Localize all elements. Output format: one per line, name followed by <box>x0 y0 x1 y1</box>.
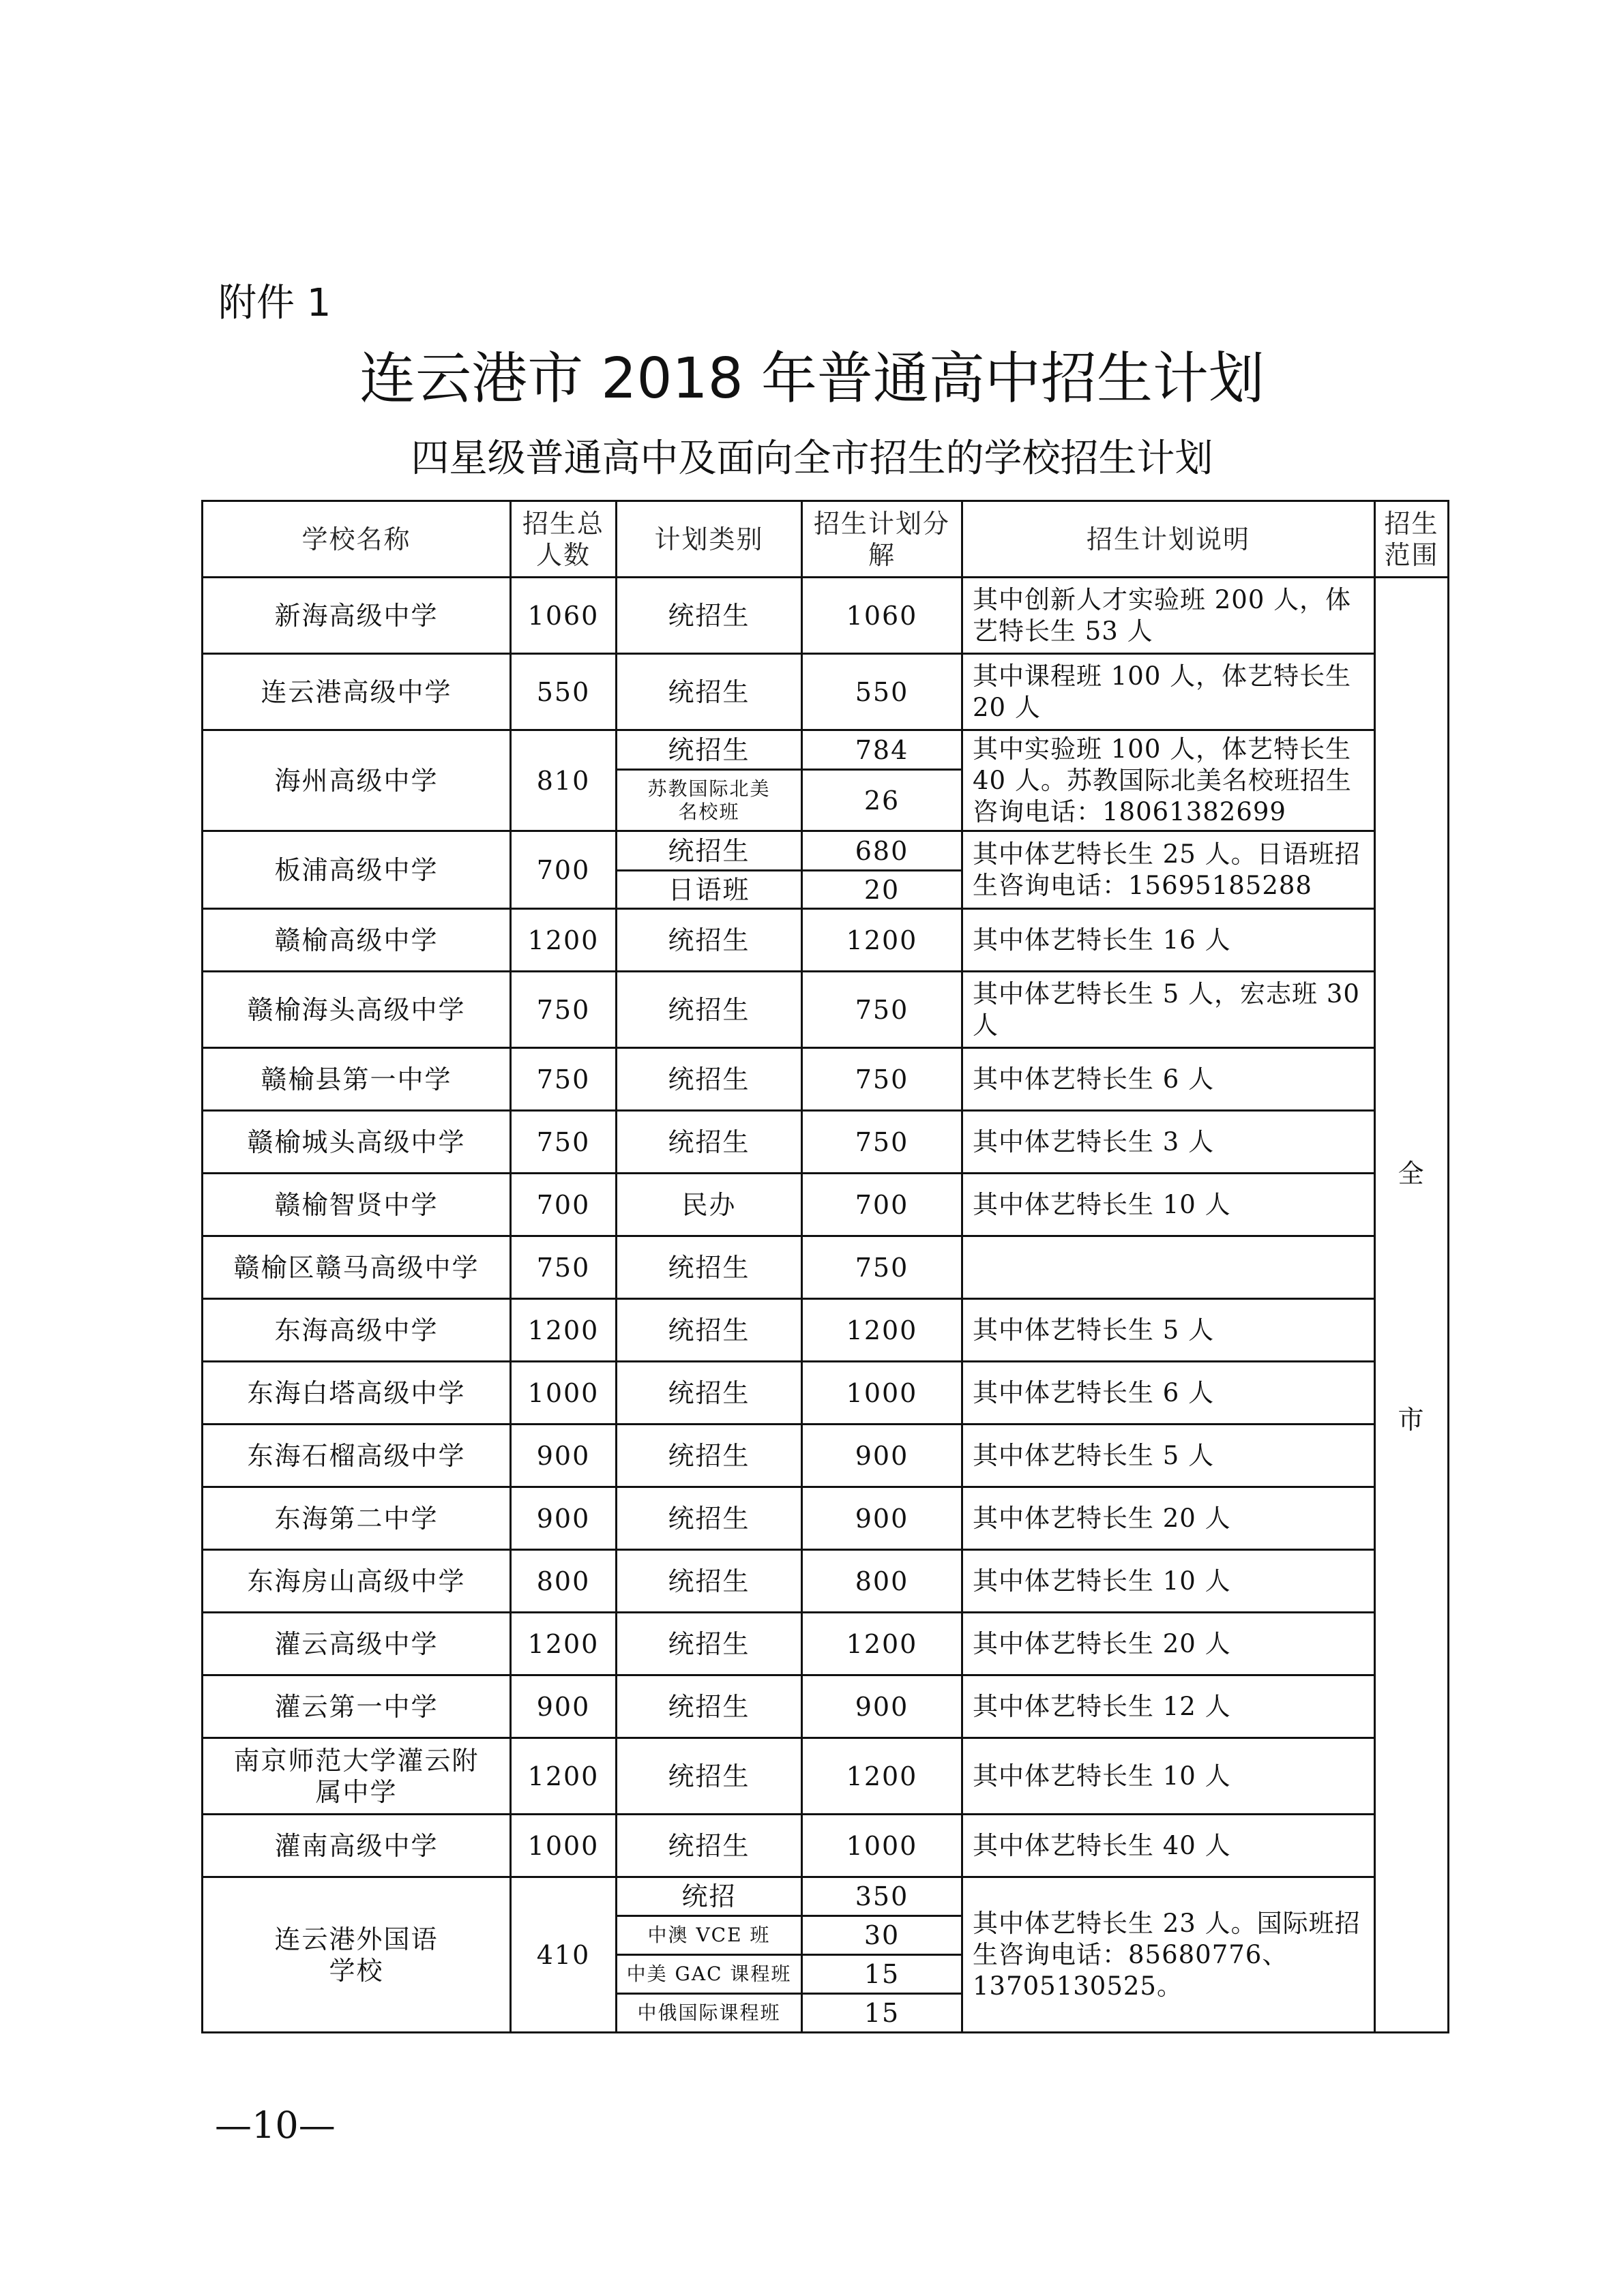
table-row <box>203 1111 1449 1174</box>
plan-note-cell: 其中体艺特长生 5 人 <box>962 1299 1375 1362</box>
plan-count-cell: 1000 <box>802 1362 962 1425</box>
enrollment-plan-table <box>201 500 1449 2033</box>
plan-count-cell: 1200 <box>802 1613 962 1675</box>
plan-count-cell: 800 <box>802 1550 962 1613</box>
plan-category-cell: 统招生 <box>617 1048 802 1111</box>
plan-category-cell: 统招生 <box>617 1815 802 1877</box>
plan-note-cell: 其中体艺特长生 10 人 <box>962 1174 1375 1236</box>
plan-count-cell: 750 <box>802 1111 962 1174</box>
table-row <box>203 1815 1449 1877</box>
table-header-row <box>203 501 1449 578</box>
plan-count-cell: 30 <box>802 1916 962 1955</box>
plan-note-cell: 其中体艺特长生 12 人 <box>962 1675 1375 1738</box>
plan-category-cell: 中澳 VCE 班 <box>617 1916 802 1955</box>
plan-count-cell: 750 <box>802 972 962 1048</box>
school-name-cell: 南京师范大学灌云附属中学 <box>203 1738 511 1815</box>
table-row <box>203 909 1449 972</box>
header-total: 招生总人数 <box>511 501 617 578</box>
total-count-cell: 810 <box>511 730 617 831</box>
school-name-cell: 东海房山高级中学 <box>203 1550 511 1613</box>
total-count-cell: 550 <box>511 654 617 730</box>
plan-count-cell: 750 <box>802 1236 962 1299</box>
plan-category-cell: 中美 GAC 课程班 <box>617 1955 802 1994</box>
plan-count-cell: 680 <box>802 831 962 871</box>
school-name-cell: 东海白塔高级中学 <box>203 1362 511 1425</box>
scope-cell <box>1375 578 1449 2033</box>
document-title: 连云港市 2018 年普通高中招生计划 <box>359 346 1265 411</box>
plan-category-cell: 统招生 <box>617 1236 802 1299</box>
school-name-cell: 连云港高级中学 <box>203 654 511 730</box>
total-count-cell: 900 <box>511 1487 617 1550</box>
plan-category-cell: 统招 <box>617 1877 802 1916</box>
total-count-cell: 1200 <box>511 1738 617 1815</box>
total-count-cell: 750 <box>511 972 617 1048</box>
plan-category-cell: 统招生 <box>617 1675 802 1738</box>
plan-category-cell: 统招生 <box>617 654 802 730</box>
plan-count-cell: 550 <box>802 654 962 730</box>
school-name-cell: 海州高级中学 <box>203 730 511 831</box>
plan-note-cell: 其中体艺特长生 23 人。国际班招生咨询电话：85680776、13705130525。 <box>962 1877 1375 2033</box>
plan-count-cell: 26 <box>802 770 962 831</box>
plan-category-cell: 统招生 <box>617 1111 802 1174</box>
total-count-cell: 1000 <box>511 1815 617 1877</box>
attachment-label: 附件 1 <box>218 281 331 325</box>
total-count-cell: 900 <box>511 1425 617 1487</box>
plan-count-cell: 350 <box>802 1877 962 1916</box>
plan-count-cell: 1000 <box>802 1815 962 1877</box>
plan-note-cell: 其中体艺特长生 25 人。日语班招生咨询电话：15695185288 <box>962 831 1375 909</box>
plan-category-cell: 苏教国际北美名校班 <box>617 770 802 831</box>
plan-count-cell: 15 <box>802 1994 962 2033</box>
table-row <box>203 578 1449 654</box>
plan-count-cell: 900 <box>802 1675 962 1738</box>
school-name-cell: 赣榆县第一中学 <box>203 1048 511 1111</box>
plan-note-cell: 其中体艺特长生 5 人，宏志班 30 人 <box>962 972 1375 1048</box>
table-row <box>203 1236 1449 1299</box>
total-count-cell: 700 <box>511 831 617 909</box>
table-body <box>203 501 1449 2033</box>
plan-count-cell: 750 <box>802 1048 962 1111</box>
table-row <box>203 1487 1449 1550</box>
total-count-cell: 410 <box>511 1877 617 2033</box>
plan-note-cell: 其中课程班 100 人，体艺特长生 20 人 <box>962 654 1375 730</box>
total-count-cell: 1200 <box>511 909 617 972</box>
plan-count-cell: 784 <box>802 730 962 770</box>
total-count-cell: 1200 <box>511 1613 617 1675</box>
plan-note-cell: 其中体艺特长生 16 人 <box>962 909 1375 972</box>
school-name-cell: 灌云高级中学 <box>203 1613 511 1675</box>
plan-category-cell: 统招生 <box>617 972 802 1048</box>
school-name-cell: 赣榆城头高级中学 <box>203 1111 511 1174</box>
total-count-cell: 1060 <box>511 578 617 654</box>
total-count-cell: 750 <box>511 1111 617 1174</box>
table-row <box>203 730 1449 770</box>
total-count-cell: 750 <box>511 1236 617 1299</box>
plan-note-cell: 其中创新人才实验班 200 人，体艺特长生 53 人 <box>962 578 1375 654</box>
header-note: 招生计划说明 <box>962 501 1375 578</box>
table-row <box>203 1048 1449 1111</box>
total-count-cell: 750 <box>511 1048 617 1111</box>
plan-category-cell: 统招生 <box>617 1425 802 1487</box>
header-scope: 招生范围 <box>1375 501 1449 578</box>
total-count-cell: 700 <box>511 1174 617 1236</box>
total-count-cell: 1000 <box>511 1362 617 1425</box>
plan-note-cell: 其中体艺特长生 5 人 <box>962 1425 1375 1487</box>
table-row <box>203 1675 1449 1738</box>
table-row <box>203 1299 1449 1362</box>
header-school: 学校名称 <box>203 501 511 578</box>
plan-note-cell: 其中体艺特长生 10 人 <box>962 1550 1375 1613</box>
school-name-cell: 东海第二中学 <box>203 1487 511 1550</box>
table-row <box>203 1738 1449 1815</box>
table-row <box>203 1877 1449 1916</box>
plan-note-cell <box>962 1236 1375 1299</box>
school-name-cell: 东海石榴高级中学 <box>203 1425 511 1487</box>
plan-category-cell: 统招生 <box>617 578 802 654</box>
plan-category-cell: 统招生 <box>617 1613 802 1675</box>
school-name-cell: 新海高级中学 <box>203 578 511 654</box>
scope-char: 市 <box>1398 1405 1426 1435</box>
school-name-cell: 灌云第一中学 <box>203 1675 511 1738</box>
plan-note-cell: 其中体艺特长生 6 人 <box>962 1362 1375 1425</box>
school-name-cell: 赣榆智贤中学 <box>203 1174 511 1236</box>
plan-category-cell: 日语班 <box>617 871 802 909</box>
plan-count-cell: 20 <box>802 871 962 909</box>
plan-category-cell: 统招生 <box>617 1362 802 1425</box>
table-row <box>203 1174 1449 1236</box>
plan-count-cell: 1200 <box>802 909 962 972</box>
school-name-cell: 东海高级中学 <box>203 1299 511 1362</box>
school-name-cell: 连云港外国语学校 <box>203 1877 511 2033</box>
school-name-cell: 赣榆海头高级中学 <box>203 972 511 1048</box>
header-breakdown: 招生计划分 解 <box>802 501 962 578</box>
plan-category-cell: 统招生 <box>617 909 802 972</box>
table-row <box>203 1362 1449 1425</box>
plan-category-cell: 统招生 <box>617 1299 802 1362</box>
plan-count-cell: 1060 <box>802 578 962 654</box>
plan-count-cell: 15 <box>802 1955 962 1994</box>
table-row <box>203 654 1449 730</box>
plan-category-cell: 统招生 <box>617 1550 802 1613</box>
plan-note-cell: 其中体艺特长生 40 人 <box>962 1815 1375 1877</box>
plan-category-cell: 中俄国际课程班 <box>617 1994 802 2033</box>
total-count-cell: 900 <box>511 1675 617 1738</box>
total-count-cell: 800 <box>511 1550 617 1613</box>
school-name-cell: 赣榆高级中学 <box>203 909 511 972</box>
total-count-cell: 1200 <box>511 1299 617 1362</box>
plan-note-cell: 其中体艺特长生 10 人 <box>962 1738 1375 1815</box>
plan-note-cell: 其中体艺特长生 3 人 <box>962 1111 1375 1174</box>
plan-note-cell: 其中体艺特长生 6 人 <box>962 1048 1375 1111</box>
plan-category-cell: 统招生 <box>617 1738 802 1815</box>
plan-count-cell: 1200 <box>802 1299 962 1362</box>
table-row <box>203 1425 1449 1487</box>
table-row <box>203 1613 1449 1675</box>
school-name-cell: 板浦高级中学 <box>203 831 511 909</box>
plan-count-cell: 900 <box>802 1425 962 1487</box>
plan-count-cell: 900 <box>802 1487 962 1550</box>
document-subtitle: 四星级普通高中及面向全市招生的学校招生计划 <box>411 436 1213 481</box>
plan-category-cell: 统招生 <box>617 730 802 770</box>
plan-category-cell: 统招生 <box>617 1487 802 1550</box>
scope-char: 全 <box>1398 1159 1426 1189</box>
school-name-cell: 灌南高级中学 <box>203 1815 511 1877</box>
table-row <box>203 831 1449 871</box>
plan-note-cell: 其中体艺特长生 20 人 <box>962 1613 1375 1675</box>
plan-category-cell: 民办 <box>617 1174 802 1236</box>
school-name-cell: 赣榆区赣马高级中学 <box>203 1236 511 1299</box>
header-category: 计划类别 <box>617 501 802 578</box>
plan-count-cell: 1200 <box>802 1738 962 1815</box>
plan-count-cell: 700 <box>802 1174 962 1236</box>
table-row <box>203 1550 1449 1613</box>
plan-category-cell: 统招生 <box>617 831 802 871</box>
plan-note-cell: 其中体艺特长生 20 人 <box>962 1487 1375 1550</box>
page-number: —10— <box>215 2104 336 2147</box>
plan-note-cell: 其中实验班 100 人，体艺特长生 40 人。苏教国际北美名校班招生咨询电话：18061382699 <box>962 730 1375 831</box>
table-row <box>203 972 1449 1048</box>
